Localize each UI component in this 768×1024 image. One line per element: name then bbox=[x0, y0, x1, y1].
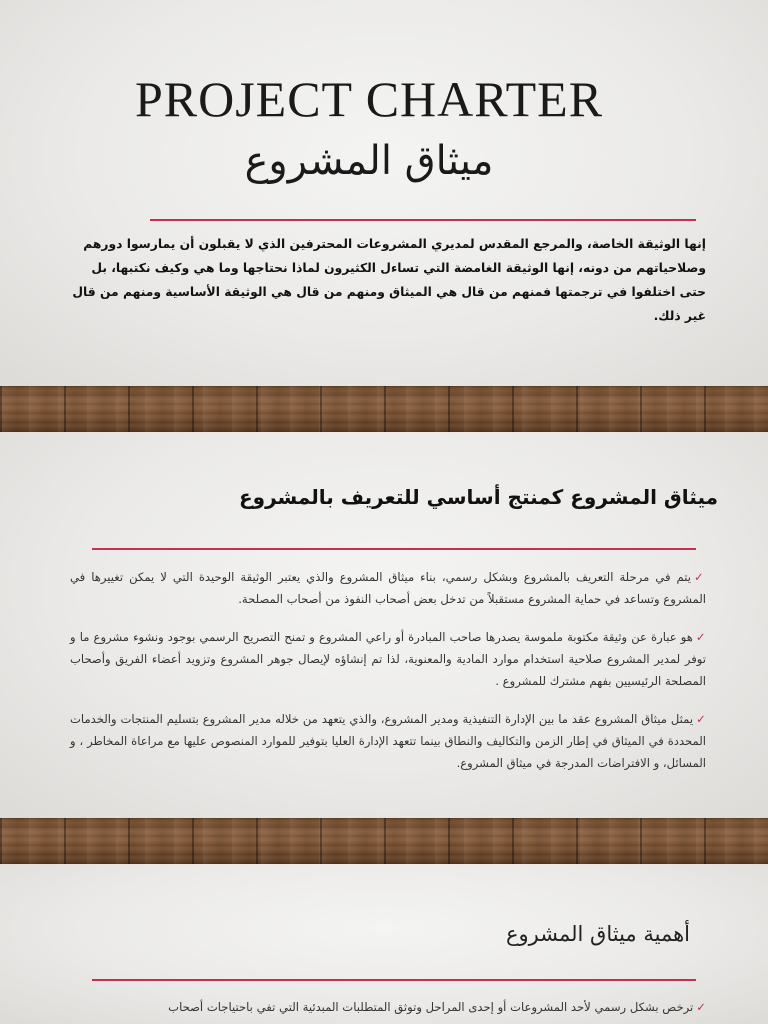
bullet-text: يتم في مرحلة التعريف بالمشروع وبشكل رسمي، بناء ميثاق المشروع والذي يعتبر الوثيقة الوحيدة التي لا يمكن تغييرها في المشروع وتساعد في حماية المشروع مستقبلاً من تدخل بعض أصحاب النفوذ من أصحاب المصلحة. bbox=[70, 570, 706, 606]
list-item bbox=[70, 708, 706, 774]
check-icon: ✓ bbox=[696, 712, 706, 726]
check-icon: ✓ bbox=[695, 630, 706, 644]
list-item bbox=[70, 626, 706, 692]
slide-3 bbox=[0, 864, 768, 1024]
heading-divider bbox=[92, 979, 696, 981]
check-icon: ✓ bbox=[696, 1000, 706, 1014]
list-item bbox=[70, 566, 706, 610]
bullet-list bbox=[70, 996, 706, 1024]
check-icon: ✓ bbox=[693, 570, 706, 584]
intro-paragraph: إنها الوثيقة الخاصة، والمرجع المقدس لمديري المشروعات المحترفين الذي لا يقبلون أن يمارسوا دورهم وصلاحياتهم من دونه، إنها الوثيقة الغامضة التي تساءل الكثيرون لماذا نحتاجها وما هي وكيف نكتبها، بل حتى اختلفوا في ترجمتها فمنهم من قال هي الميثاق ومنهم من قال هي الوثيقة الأساسية ومنهم من قال غير ذلك. bbox=[72, 237, 706, 323]
slide-2 bbox=[0, 432, 768, 818]
section-heading: أهمية ميثاق المشروع bbox=[506, 922, 690, 946]
list-item bbox=[70, 996, 706, 1018]
bullet-text: هو عبارة عن وثيقة مكتوبة ملموسة يصدرها صاحب المبادرة أو راعي المشروع و تمنح التصريح الرسمي بوجود ونشوء مشروع ما و توفر لمدير المشروع صلاحية استخدام موارد المادية والمعنوية، لذا تم إنشاؤه لإيصال جوهر المشروع وتزويد أعضاء الفريق وأصحاب المصلحة الرئيسيين بفهم مشترك للمشروع . bbox=[70, 630, 706, 688]
heading-divider bbox=[92, 548, 696, 550]
slide-title-english: PROJECT CHARTER bbox=[134, 71, 604, 127]
bullet-text: يمثل ميثاق المشروع عقد ما بين الإدارة التنفيذية ومدير المشروع، والذي يتعهد من خلاله مدير المشروع بتسليم المنتجات والخدمات المحددة في الميثاق في إطار الزمن والتكاليف والنطاق بينما تتعهد الإدارة العليا بتوفير للموارد المنصوص عليها مع مراعاة المخاطر ، و المسائل، و الافتراضات المدرجة في ميثاق المشروع. bbox=[70, 712, 706, 770]
bullet-text: ترخص بشكل رسمي لأحد المشروعات أو إحدى المراحل وتوثق المتطلبات المبدئية التي تفي باحتياجات أصحاب bbox=[168, 1000, 694, 1014]
wood-floor-band bbox=[0, 386, 768, 432]
bullet-list bbox=[70, 566, 706, 790]
wood-floor-band bbox=[0, 818, 768, 864]
slide-title-arabic: ميثاق المشروع bbox=[244, 138, 494, 184]
title-divider bbox=[150, 219, 696, 221]
slide-1 bbox=[0, 0, 768, 386]
section-heading: ميثاق المشروع كمنتج أساسي للتعريف بالمشروع bbox=[238, 485, 718, 509]
